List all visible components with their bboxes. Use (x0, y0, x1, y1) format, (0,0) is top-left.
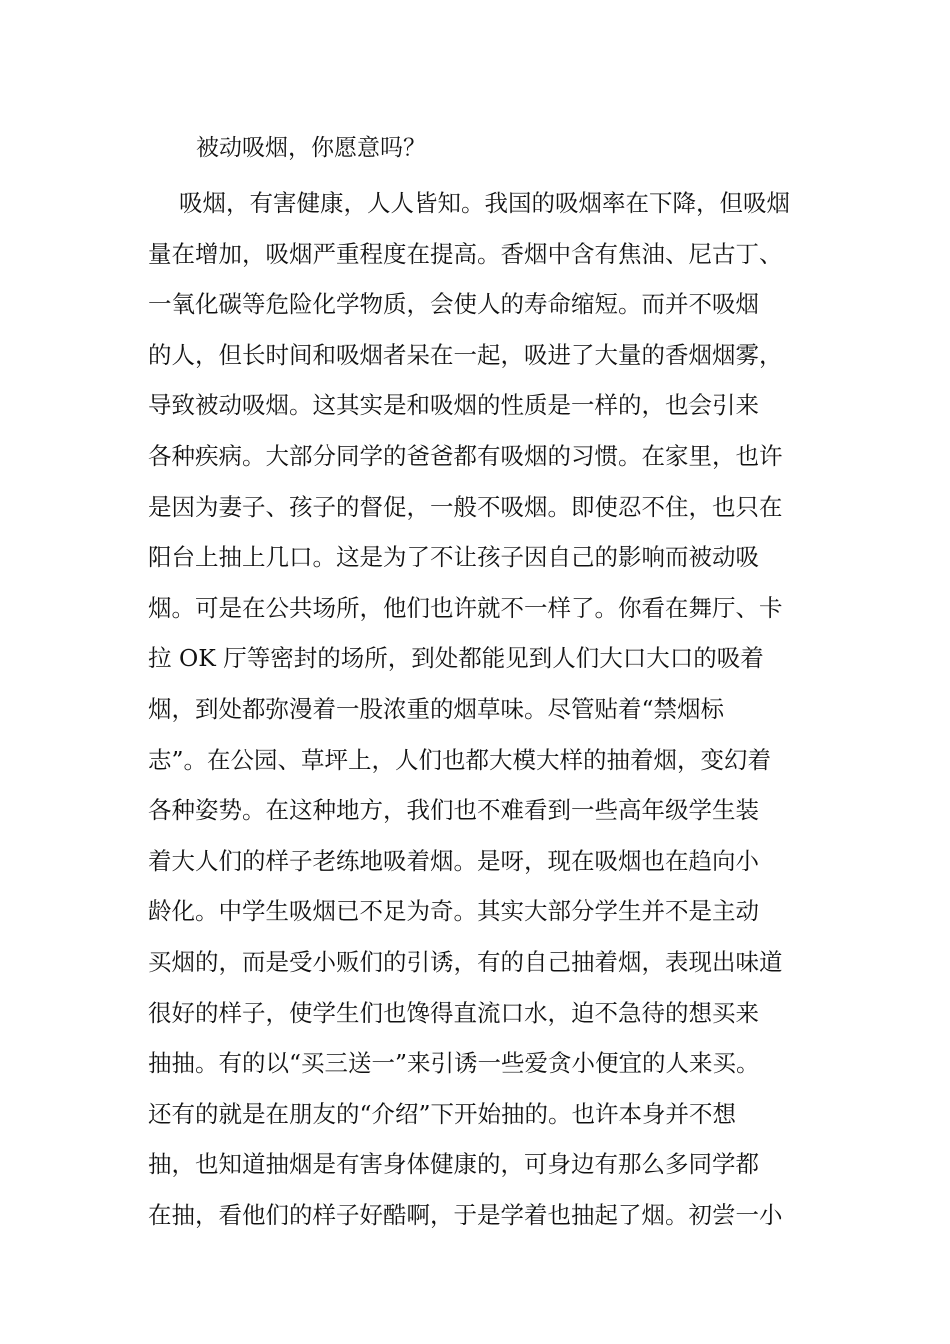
paragraph-line: 龄化。中学生吸烟已不足为奇。其实大部分学生并不是主动 (148, 897, 759, 926)
paragraph-line: 的人，但长时间和吸烟者呆在一起，吸进了大量的香烟烟雾， (148, 340, 783, 369)
paragraph-line: 各种姿势。在这种地方，我们也不难看到一些高年级学生装 (148, 796, 759, 825)
paragraph-line: 着大人们的样子老练地吸着烟。是呀，现在吸烟也在趋向小 (148, 846, 759, 875)
paragraph-line: 导致被动吸烟。这其实是和吸烟的性质是一样的，也会引来 (148, 391, 759, 420)
paragraph-line: 是因为妻子、孩子的督促，一般不吸烟。即使忍不住，也只在 (148, 492, 783, 521)
document-title: 被动吸烟，你愿意吗？ (196, 135, 426, 161)
paragraph-line: 很好的样子，使学生们也馋得直流口水，迫不急待的想买来 (148, 998, 759, 1027)
paragraph-line: 抽抽。有的以“买三送一”来引诱一些爱贪小便宜的人来买。 (148, 1049, 760, 1078)
paragraph-line: 吸烟，有害健康，人人皆知。我国的吸烟率在下降，但吸烟 (179, 189, 790, 217)
paragraph-line: 志”。在公园、草坪上，人们也都大模大样的抽着烟，变幻着 (148, 745, 772, 774)
paragraph-line: 在抽，看他们的样子好酷啊，于是学着也抽起了烟。初尝一小 (148, 1200, 783, 1229)
paragraph-line: 烟，到处都弥漫着一股浓重的烟草味。尽管贴着“禁烟标 (148, 694, 725, 723)
paragraph-line: 烟。可是在公共场所，他们也许就不一样了。你看在舞厅、卡 (148, 593, 783, 622)
paragraph-line: 一氧化碳等危险化学物质，会使人的寿命缩短。而并不吸烟 (148, 290, 759, 319)
paragraph-line: 抽，也知道抽烟是有害身体健康的，可身边有那么多同学都 (148, 1150, 759, 1179)
body-text (148, 178, 838, 1240)
paragraph-line: 各种疾病。大部分同学的爸爸都有吸烟的习惯。在家里，也许 (148, 441, 783, 470)
paragraph-line: 量在增加，吸烟严重程度在提高。香烟中含有焦油、尼古丁、 (148, 239, 783, 268)
paragraph-line: 买烟的，而是受小贩们的引诱，有的自己抽着烟，表现出味道 (148, 947, 783, 976)
paragraph-line: 阳台上抽上几口。这是为了不让孩子因自己的影响而被动吸 (148, 543, 759, 572)
paragraph-line: 拉 OK 厅等密封的场所，到处都能见到人们大口大口的吸着 (148, 644, 764, 673)
paragraph-line: 还有的就是在朋友的“介绍”下开始抽的。也许本身并不想 (148, 1099, 737, 1128)
